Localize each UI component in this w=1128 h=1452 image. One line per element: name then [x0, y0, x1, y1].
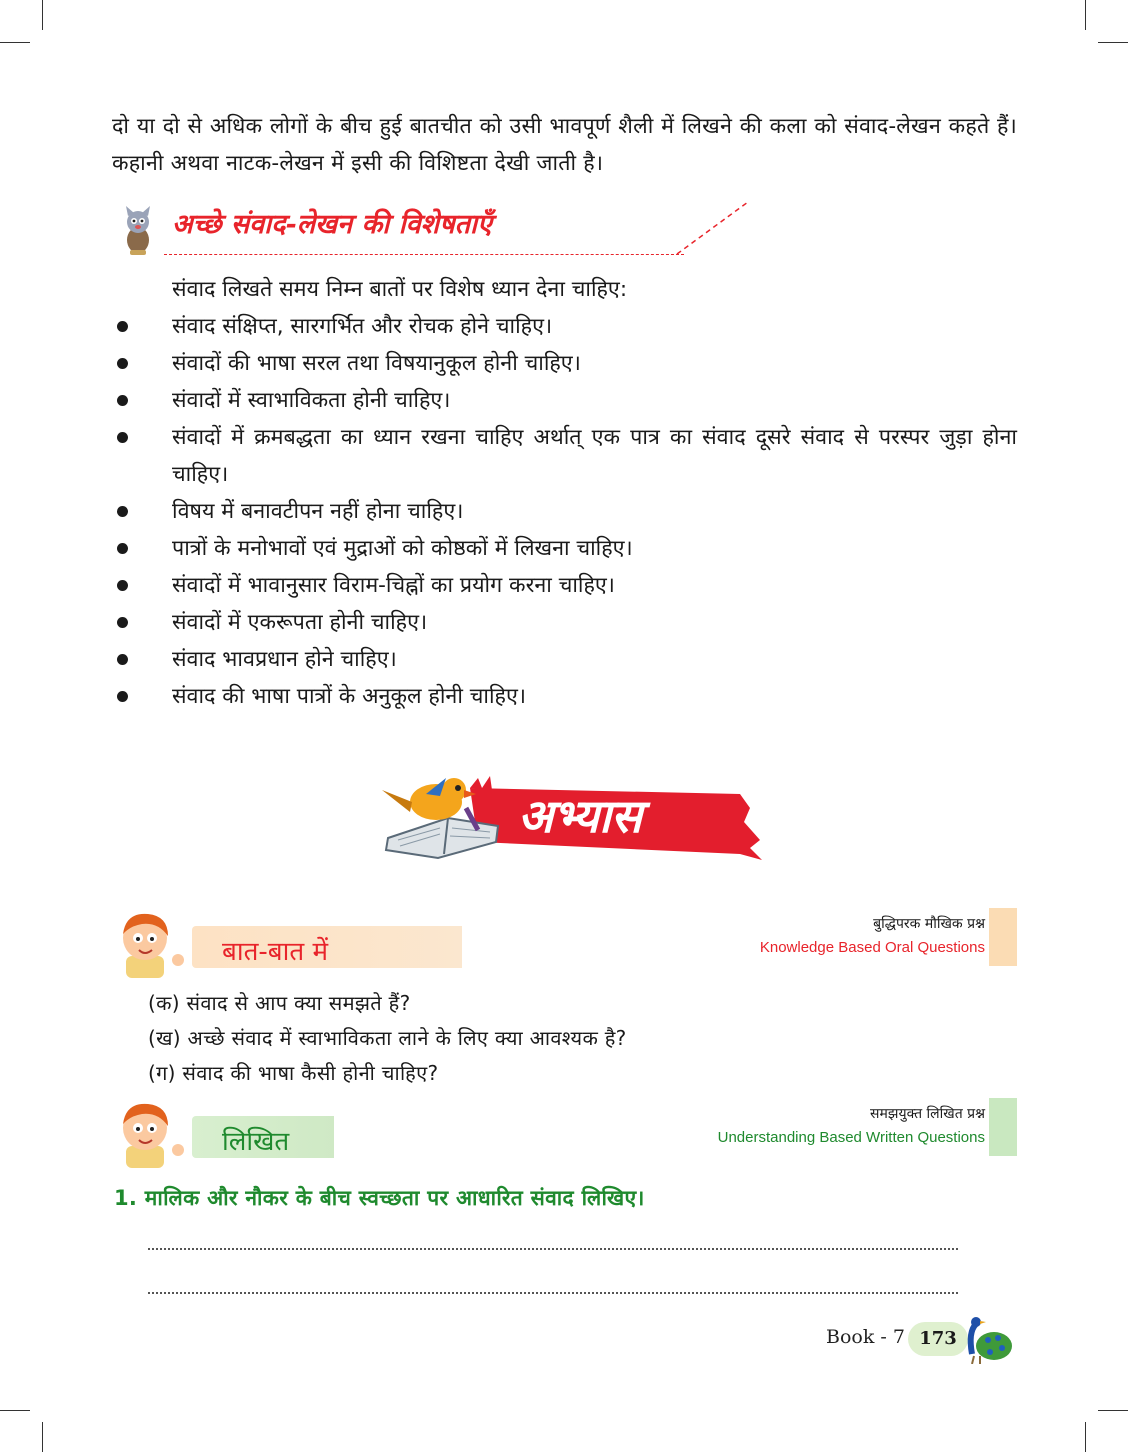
bullet-icon	[117, 691, 128, 702]
boy-mascot-icon	[112, 1098, 192, 1168]
oral-side-bar	[989, 908, 1017, 966]
oral-caption	[760, 912, 985, 960]
lead-sentence: संवाद लिखते समय निम्न बातों पर विशेष ध्यान देना चाहिए:	[172, 277, 628, 302]
heading-slant-line	[672, 200, 752, 256]
intro-paragraph: दो या दो से अधिक लोगों के बीच हुई बातचीत को उसी भावपूर्ण शैली में लिखने की कला को संवाद-लेखन कहते हैं। कहानी अथवा नाटक-लेखन में इसी की विशिष्टता देखी जाती है।	[112, 114, 1017, 176]
oral-questions-header	[112, 908, 1017, 978]
page-footer	[826, 1318, 1016, 1368]
crop-mark	[42, 0, 43, 30]
section-heading	[112, 198, 712, 268]
bullet-icon	[117, 654, 128, 665]
oral-question-list	[148, 986, 627, 1091]
bullet-icon	[117, 506, 128, 517]
crop-mark	[0, 42, 30, 43]
written-caption	[718, 1102, 985, 1150]
boy-mascot-icon	[112, 908, 192, 978]
crop-mark	[1098, 42, 1128, 43]
written-caption-hindi: समझयुक्त लिखित प्रश्न	[870, 1106, 985, 1122]
list-item: संवादों में स्वाभाविकता होनी चाहिए।	[112, 382, 1017, 419]
bullet-icon	[117, 395, 128, 406]
list-item: संवाद की भाषा पात्रों के अनुकूल होनी चाहिए।	[112, 678, 1017, 715]
written-caption-english: Understanding Based Written Questions	[717, 1129, 985, 1146]
list-item: संवाद संक्षिप्त, सारगर्भित और रोचक होने चाहिए।	[112, 308, 1017, 345]
abhyas-title: अभ्यास	[518, 789, 642, 843]
list-item: संवाद भावप्रधान होने चाहिए।	[112, 641, 1017, 678]
answer-line	[148, 1292, 958, 1294]
book-label: Book - 7	[826, 1326, 905, 1348]
bullet-icon	[117, 543, 128, 554]
written-question-1: 1. मालिक और नौकर के बीच स्वच्छता पर आधारित संवाद लिखिए।	[114, 1186, 645, 1210]
bullet-icon	[117, 432, 128, 443]
list-item: (ग) संवाद की भाषा कैसी होनी चाहिए?	[148, 1061, 439, 1085]
list-item: संवादों की भाषा सरल तथा विषयानुकूल होनी चाहिए।	[112, 345, 1017, 382]
peacock-icon	[958, 1312, 1014, 1364]
bullet-icon	[117, 321, 128, 332]
cat-mascot-icon	[114, 206, 162, 256]
list-item: विषय में बनावटीपन नहीं होना चाहिए।	[112, 493, 1017, 530]
heading-text: अच्छे संवाद-लेखन की विशेषताएँ	[172, 209, 492, 240]
bullet-icon	[117, 358, 128, 369]
answer-line	[148, 1248, 958, 1250]
crop-mark	[42, 1422, 43, 1452]
written-tag: लिखित	[192, 1116, 334, 1158]
bullet-icon	[117, 617, 128, 628]
list-item: संवादों में एकरूपता होनी चाहिए।	[112, 604, 1017, 641]
crop-mark	[1085, 1422, 1086, 1452]
crop-mark	[0, 1410, 30, 1411]
list-item: (क) संवाद से आप क्या समझते हैं?	[148, 991, 411, 1015]
written-side-bar	[989, 1098, 1017, 1156]
crop-mark	[1098, 1410, 1128, 1411]
heading-underline	[164, 254, 684, 255]
list-item: संवादों में क्रमबद्धता का ध्यान रखना चाहिए अर्थात् एक पात्र का संवाद दूसरे संवाद से परस्पर जुड़ा होना चाहिए।	[112, 419, 1017, 493]
oral-caption-hindi: बुद्धिपरक मौखिक प्रश्न	[873, 916, 985, 932]
bullet-icon	[117, 580, 128, 591]
crop-mark	[1085, 0, 1086, 30]
list-item: (ख) अच्छे संवाद में स्वाभाविकता लाने के लिए क्या आवश्यक है?	[148, 1026, 627, 1050]
list-item: पात्रों के मनोभावों एवं मुद्राओं को कोष्ठकों में लिखना चाहिए।	[112, 530, 1017, 567]
feature-list	[112, 308, 1017, 715]
oral-caption-english: Knowledge Based Oral Questions	[759, 939, 985, 956]
list-item: संवादों में भावानुसार विराम-चिह्नों का प्रयोग करना चाहिए।	[112, 567, 1017, 604]
abhyas-banner	[378, 768, 778, 868]
page-number: 173	[908, 1322, 968, 1356]
written-questions-header	[112, 1098, 1017, 1168]
oral-tag: बात-बात में	[192, 926, 462, 968]
